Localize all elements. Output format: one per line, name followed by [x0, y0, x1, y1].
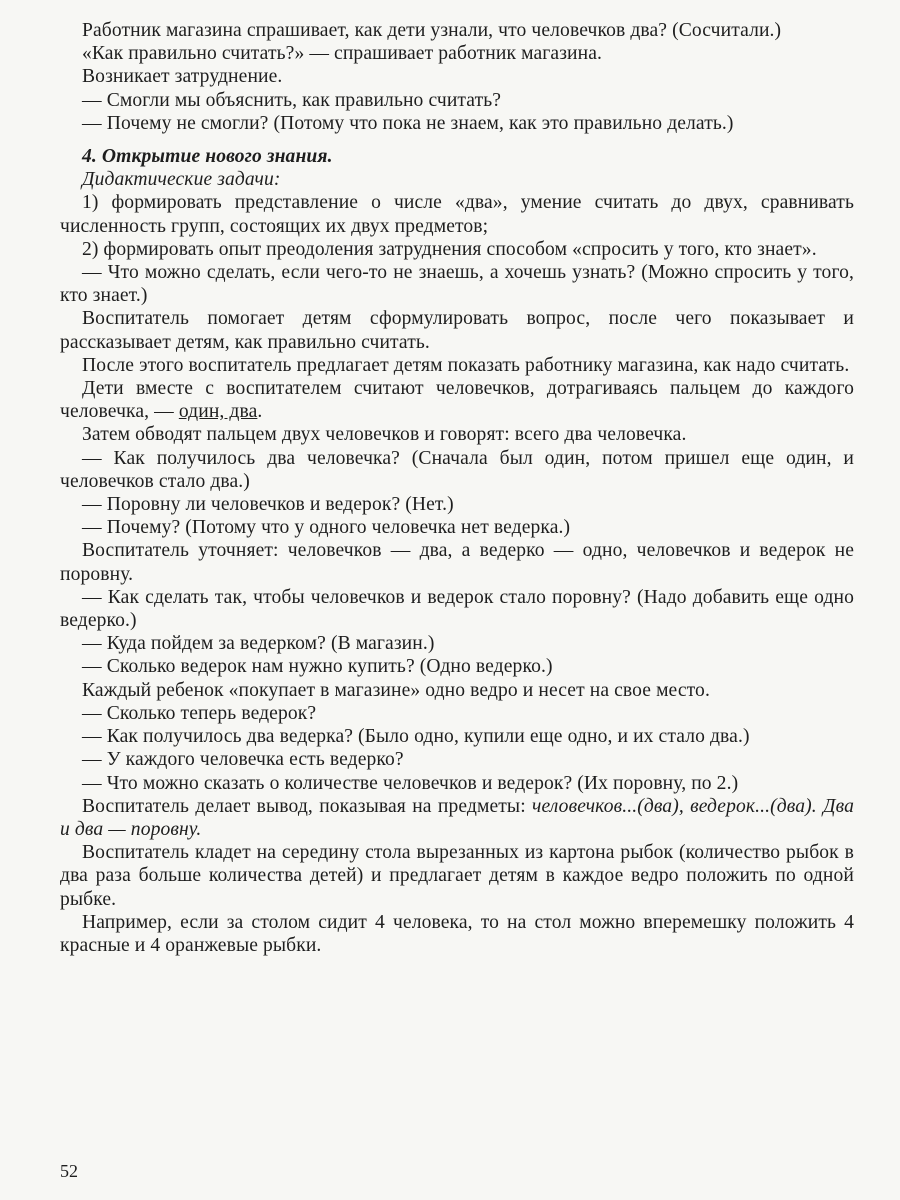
paragraph: [60, 795, 854, 841]
paragraph: — Сколько теперь ведерок?: [82, 702, 317, 724]
paragraph: Затем обводят пальцем двух человечков и говорят: всего два человечка.: [82, 424, 687, 446]
paragraph: — Сколько ведерок нам нужно купить? (Одно ведерко.): [82, 656, 553, 678]
paragraph: Например, если за столом сидит 4 человека, то на стол можно вперемешку положить 4 красные и 4 оранжевые рыбки.: [60, 911, 854, 956]
paragraph: — Что можно сказать о количестве человечков и ведерок? (Их поровну, по 2.): [82, 772, 739, 794]
subheading: Дидактические задачи:: [82, 169, 281, 191]
section-heading: 4. Открытие нового знания.: [82, 146, 333, 168]
italic-text: человечков...(два), ведерок...(два). Два и два — поровну.: [60, 795, 854, 840]
paragraph: Воспитатель уточняет: человечков — два, а ведерко — одно, человечков и ведерок не поровну.: [60, 540, 854, 585]
paragraph: 2) формировать опыт преодоления затруднения способом «спросить у того, кто знает».: [82, 238, 817, 260]
paragraph: Воспитатель помогает детям сформулировать вопрос, после чего показывает и рассказывает детям, как правильно считать.: [60, 308, 854, 353]
paragraph: Каждый ребенок «покупает в магазине» одно ведро и несет на свое место.: [82, 679, 710, 701]
paragraph: — Что можно сделать, если чего-то не знаешь, а хочешь узнать? (Можно спросить у того, кто знает.): [60, 262, 854, 307]
paragraph: — Куда пойдем за ведерком? (В магазин.): [82, 633, 435, 655]
paragraph: — Как получилось два ведерка? (Было одно, купили еще одно, и их стало два.): [82, 726, 750, 748]
paragraph: Возникает затруднение.: [82, 66, 283, 88]
paragraph: — Поровну ли человечков и ведерок? (Нет.): [82, 494, 454, 516]
paragraph: Воспитатель кладет на середину стола вырезанных из картона рыбок (количество рыбок в два раза больше количества детей) и предлагает детям в каждое ведро положить по одной рыбке.: [60, 842, 854, 910]
paragraph: [60, 377, 854, 423]
body-text: [60, 19, 854, 957]
paragraph: — У каждого человечка есть ведерко?: [82, 749, 404, 771]
paragraph: После этого воспитатель предлагает детям показать работнику магазина, как надо считать.: [82, 354, 850, 376]
paragraph: — Почему не смогли? (Потому что пока не знаем, как это правильно делать.): [82, 112, 734, 134]
paragraph: Работник магазина спрашивает, как дети узнали, что человечков два? (Сосчитали.): [82, 20, 782, 41]
paragraph: — Смогли мы объяснить, как правильно считать?: [82, 89, 502, 111]
paragraph: — Как получилось два человечка? (Сначала был один, потом пришел еще один, и человечков стало два.): [60, 447, 854, 492]
page-number: 52: [60, 1161, 78, 1181]
paragraph: — Как сделать так, чтобы человечков и ведерок стало поровну? (Надо добавить еще одно ведерко.): [60, 586, 854, 632]
paragraph: — Почему? (Потому что у одного человечка нет ведерка.): [82, 517, 571, 539]
paragraph: «Как правильно считать?» — спрашивает работник магазина.: [82, 43, 603, 65]
paragraph: 1) формировать представление о числе «два», умение считать до двух, сравнивать численность групп, состоящих их двух предметов;: [60, 192, 854, 237]
text-run: .: [257, 401, 263, 423]
text-run: Воспитатель делает вывод, показывая на предметы:: [82, 795, 533, 817]
underlined-text: один, два: [178, 401, 258, 423]
text-run: Дети вместе с воспитателем считают человечков, дотрагиваясь пальцем до каждого человечка, —: [60, 378, 854, 423]
